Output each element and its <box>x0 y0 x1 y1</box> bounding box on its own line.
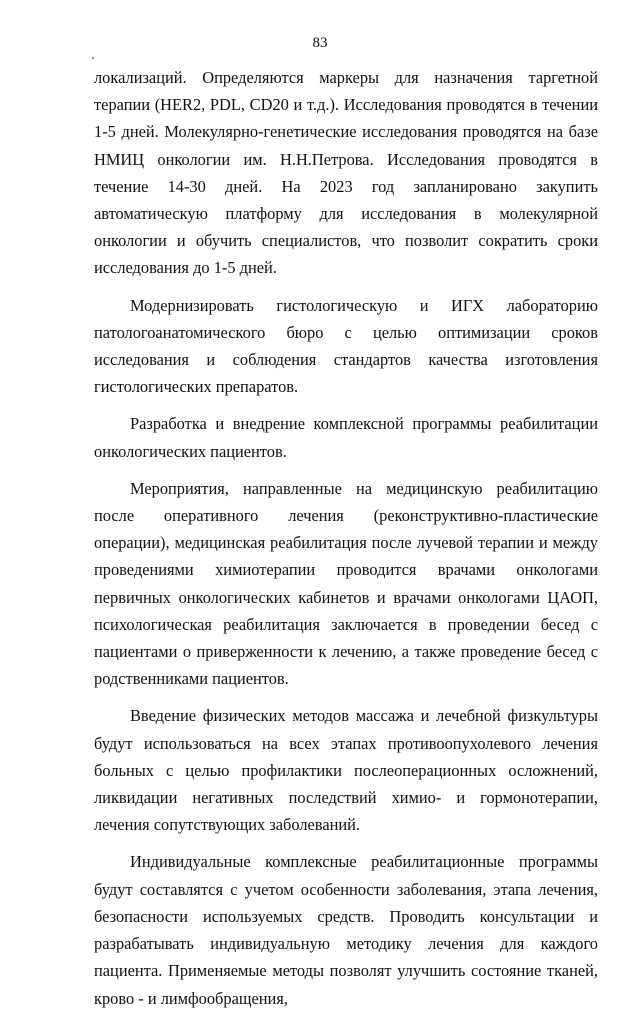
page-number: 83 <box>312 35 328 51</box>
paragraph-6: Индивидуальные комплексные реабилитационные программы будут составлятся с учетом особенности заболевания, этапа лечения, безопасности используемых средств. Проводить консультации и разрабатывать индивидуальную методику лечения для каждого пациента. Применяемые методы позволят улучшить состояние тканей, крово - и лимфообращения, <box>94 852 598 1008</box>
body-text <box>94 64 598 1012</box>
paragraph-5: Введение физических методов массажа и лечебной физкультуры будут использоваться на всех этапах противоопухолевого лечения больных с целью профилактики послеоперационных осложнений, ликвидации негативных последствий химио- и гормонотерапии, лечения сопутствующих заболеваний. <box>94 706 598 835</box>
paragraph-1: локализаций. Определяются маркеры для назначения таргетной терапии (HER2, PDL, CD20 и т.д.). Исследования проводятся в течении 1-5 дней. Молекулярно-генетические исследования проводятся на базе НМИЦ онкологии им. Н.Н.Петрова. Исследования проводятся в течение 14-30 дней. На 2023 год запланировано закупить автоматическую платформу для исследования в молекулярной онкологии и обучить специалистов, что позволит сократить сроки исследования до 1-5 дней. <box>94 68 598 278</box>
paragraph-3: Разработка и внедрение комплексной программы реабилитации онкологических пациентов. <box>94 414 598 461</box>
paragraph-2: Модернизировать гистологическую и ИГХ лабораторию патологоанатомического бюро с целью оптимизации сроков исследования и соблюдения стандартов качества изготовления гистологических препаратов. <box>94 295 598 397</box>
scan-speck <box>92 57 94 59</box>
paragraph-4: Мероприятия, направленные на медицинскую реабилитацию после оперативного лечения (реконструктивно-пластические операции), медицинская реабилитация после лучевой терапии и между проведениями химиотерапии проводится врачами онкологами первичных онкологических кабинетов и врачами онкологами ЦАОП, психологическая реабилитация заключается в проведении бесед с пациентами о приверженности к лечению, а также проведение бесед с родственниками пациентов. <box>94 478 598 689</box>
